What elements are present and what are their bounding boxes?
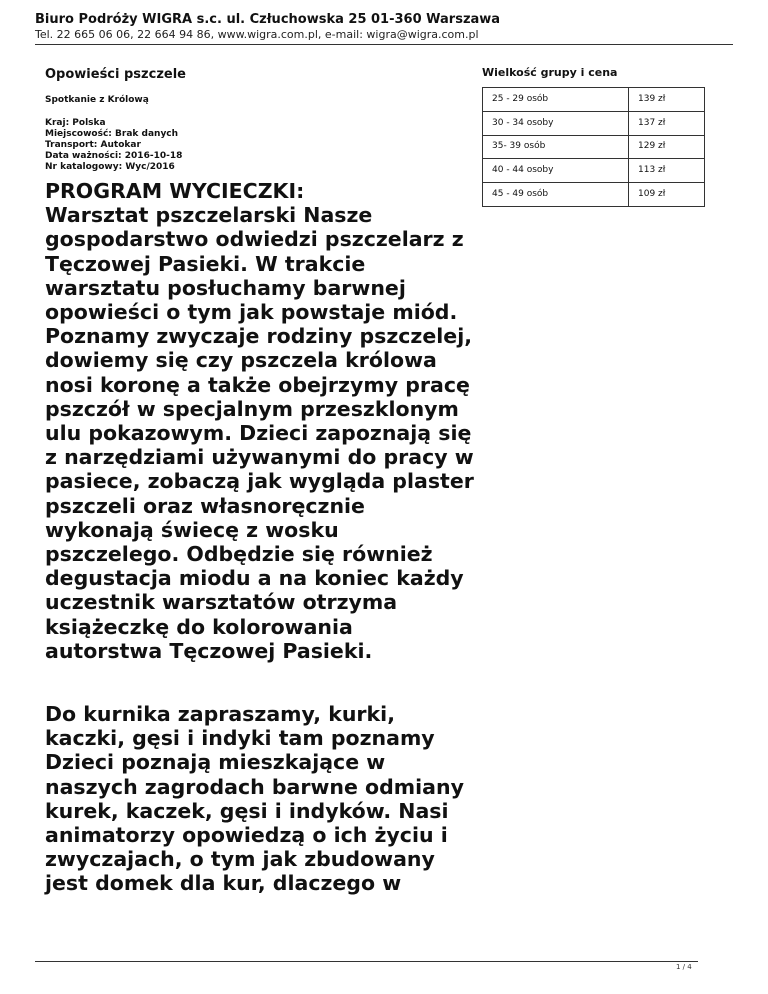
table-row (483, 111, 705, 135)
price-cell: 139 zł (629, 88, 705, 112)
header-divider (35, 44, 733, 45)
program-paragraph-2 (45, 702, 475, 896)
pricing-section (482, 66, 705, 200)
price-cell: 113 zł (629, 159, 705, 183)
detail-country: Kraj: Polska (45, 118, 106, 128)
table-row (483, 183, 705, 207)
detail-valid-date: Data ważności: 2016-10-18 (45, 151, 183, 161)
group-size-cell: 30 - 34 osoby (483, 111, 629, 135)
detail-transport: Transport: Autokar (45, 140, 141, 150)
price-cell: 109 zł (629, 183, 705, 207)
program-paragraph-1 (45, 179, 475, 663)
price-cell: 137 zł (629, 111, 705, 135)
detail-catalog-number: Nr katalogowy: Wyc/2016 (45, 162, 175, 172)
tour-details (45, 118, 480, 173)
detail-location: Miejscowość: Brak danych (45, 129, 179, 139)
agency-title: Biuro Podróży WIGRA s.c. ul. Człuchowska 25 01-360 Warszawa (35, 12, 501, 27)
group-size-cell: 45 - 49 osób (483, 183, 629, 207)
program-text-1: Warsztat pszczelarski Nasze gospodarstwo odwiedzi pszczelarz z Tęczowej Pasieki. W trakcie warsztatu posłuchamy barwnej opowieści o tym jak powstaje miód. Poznamy zwyczaje rodziny pszczelej, dowiemy się czy pszczela królowa nosi koronę a także obejrzymy pracę pszczół w specjalnym przeszklonym ulu pokazowym. Dzieci zapoznają się z narzędziami używanymi do pracy w pasiece, zobaczą jak wygląda plaster pszczeli oraz własnoręcznie wykonają świecę z wosku pszczelego. Odbędzie się również degustacja miodu a na koniec każdy uczestnik warsztatów otrzyma książeczkę do kolorowania autorstwa Tęczowej Pasieki. (45, 203, 474, 663)
agency-contact: Tel. 22 665 06 06, 22 664 94 86, www.wigra.com.pl, e-mail: wigra@wigra.com.pl (35, 28, 479, 41)
table-row (483, 159, 705, 183)
footer-divider (35, 961, 698, 962)
group-size-cell: 25 - 29 osób (483, 88, 629, 112)
group-size-cell: 40 - 44 osoby (483, 159, 629, 183)
table-row (483, 88, 705, 112)
tour-info (45, 64, 480, 173)
pricing-heading: Wielkość grupy i cena (482, 66, 618, 79)
page-header (35, 12, 733, 42)
group-size-cell: 35- 39 osób (483, 135, 629, 159)
page-number: 1 / 4 (676, 963, 692, 971)
tour-subtitle: Spotkanie z Królową (45, 95, 149, 105)
price-table (482, 87, 705, 207)
program-text-2: Do kurnika zapraszamy, kurki, kaczki, gęsi i indyki tam poznamy Dzieci poznają mieszkające w naszych zagrodach barwne odmiany kurek, kaczek, gęsi i indyków. Nasi animatorzy opowiedzą o ich życiu i zwyczajach, o tym jak zbudowany jest domek dla kur, dlaczego w (45, 702, 464, 896)
price-cell: 129 zł (629, 135, 705, 159)
program-heading: PROGRAM WYCIECZKI: (45, 179, 305, 203)
tour-title: Opowieści pszczele (45, 67, 186, 82)
table-row (483, 135, 705, 159)
